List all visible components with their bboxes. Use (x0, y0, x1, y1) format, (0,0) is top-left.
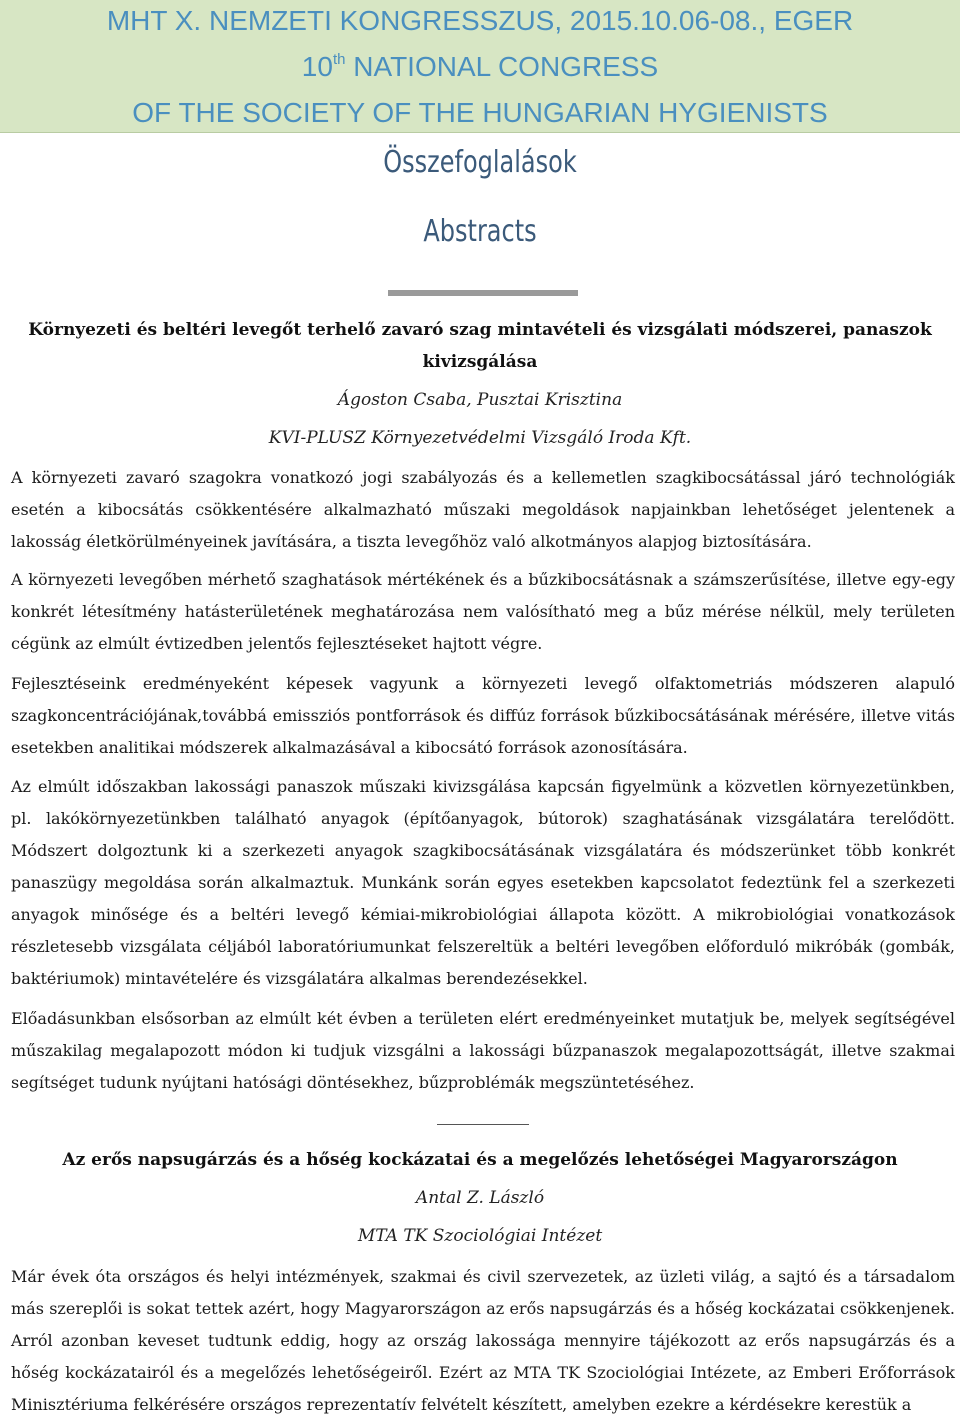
congress-title-en-rest: NATIONAL CONGRESS (345, 51, 659, 82)
abstract1-title-line2: kivizsgálása (422, 352, 538, 372)
abstract1-title-line1: Környezeti és beltéri levegőt terhelő zavaró szag mintavételi és vizsgálati módszerei, panaszok (28, 320, 932, 340)
congress-number: 10 (301, 51, 333, 82)
section-title-en: Abstracts (423, 214, 537, 249)
abstract2-authors: Antal Z. László (415, 1188, 545, 1208)
society-title: OF THE SOCIETY OF THE HUNGARIAN HYGIENISTS (132, 97, 828, 128)
abstract2-title: Az erős napsugárzás és a hőség kockázatai és a megelőzés lehetőségei Magyarországon (62, 1150, 898, 1170)
abstract2-paragraph-1: Már évek óta országos és helyi intézmények, szakmai és civil szervezetek, az üzleti világ, a sajtó és a társadalom más szereplői is sokat tettek azért, hogy Magyarországon az erős napsugárzás és a hőség kockázatai csökkenjenek. Arról azonban keveset tudtunk eddig, hogy az ország lakossága mennyire tájékozott az erős napsugárzás és a hőség kockázatairól és a megelőzés lehetőségeiről. Ezért az MTA TK Szociológiai Intézete, az Emberi Erőforrások Minisztériuma felkérésére országos reprezentatív felvételt készített, amelyben ezekre a kérdésekre kerestük a (11, 1267, 955, 1414)
abstract2-affiliation: MTA TK Szociológiai Intézet (357, 1226, 603, 1246)
congress-title-hu: MHT X. NEMZETI KONGRESSZUS, 2015.10.06-08., EGER (106, 5, 854, 36)
header-divider (388, 290, 578, 296)
abstract1-paragraph-1: A környezeti zavaró szagokra vonatkozó jogi szabályozás és a kellemetlen szagkibocsátással járó technológiák esetén a kibocsátás csökkentésére alkalmazható műszaki megoldások napjainkban lehetőséget jelentenek a lakosság életkörülményeinek javítására, a tiszta levegőhöz való alkotmányos alapjog biztosítására. (11, 468, 955, 551)
section-title-hu: Összefoglalások (383, 145, 577, 180)
abstract1-authors: Ágoston Csaba, Pusztai Krisztina (337, 390, 623, 410)
abstract1-paragraph-4: Az elmúlt időszakban lakossági panaszok műszaki kivizsgálása kapcsán figyelmünk a közvetlen környezetünkben, pl. lakókörnyezetünkben található anyagok (építőanyagok, bútorok) szaghatásának vizsgálatára terelődött. Módszert dolgoztunk ki a szerkezeti anyagok szagkibocsátásának vizsgálatára és módszerünket több konkrét panaszügy megoldása során alkalmaztuk. Munkánk során egyes esetekben kapcsolatot fedeztünk fel a szerkezeti anyagok minősége és a beltéri levegő kémiai-mikrobiológiai állapota között. A mikrobiológiai vonatkozások részletesebb vizsgálata céljából laboratóriumunkat felszereltük a beltéri levegőben előforduló mikróbák (gombák, baktériumok) mintavételére és vizsgálatára alkalmas berendezésekkel. (11, 777, 955, 988)
abstract-separator (437, 1124, 529, 1125)
abstract1-paragraph-2: A környezeti levegőben mérhető szaghatások mértékének és a bűzkibocsátásnak a számszerűsítése, illetve egy-egy konkrét létesítmény hatásterületének meghatározása nem valósítható meg a bűz mérése nélkül, mely területen cégünk az elmúlt évtizedben jelentős fejlesztéseket hajtott végre. (11, 570, 955, 653)
abstract1-paragraph-3: Fejlesztéseink eredményeként képesek vagyunk a környezeti levegő olfaktometriás módszeren alapuló szagkoncentrációjának,továbbá emissziós pontforrások és diffúz források bűzkibocsátásának mérésére, illetve vitás esetekben analitikai módszerek alkalmazásával a kibocsátó források azonosítására. (11, 674, 955, 757)
congress-title-en (0, 50, 960, 84)
abstract1-paragraph-5: Előadásunkban elsősorban az elmúlt két évben a területen elért eredményeinket mutatjuk be, melyek segítségével műszakilag megalapozott módon ki tudjuk vizsgálni a lakossági bűzpanaszok megalapozottságát, illetve szakmai segítséget tudunk nyújtani hatósági döntésekhez, bűzproblémák megszüntetéséhez. (11, 1009, 955, 1092)
abstract1-affiliation: KVI-PLUSZ Környezetvédelmi Vizsgáló Iroda Kft. (268, 428, 692, 448)
congress-number-suffix: th (332, 51, 346, 68)
